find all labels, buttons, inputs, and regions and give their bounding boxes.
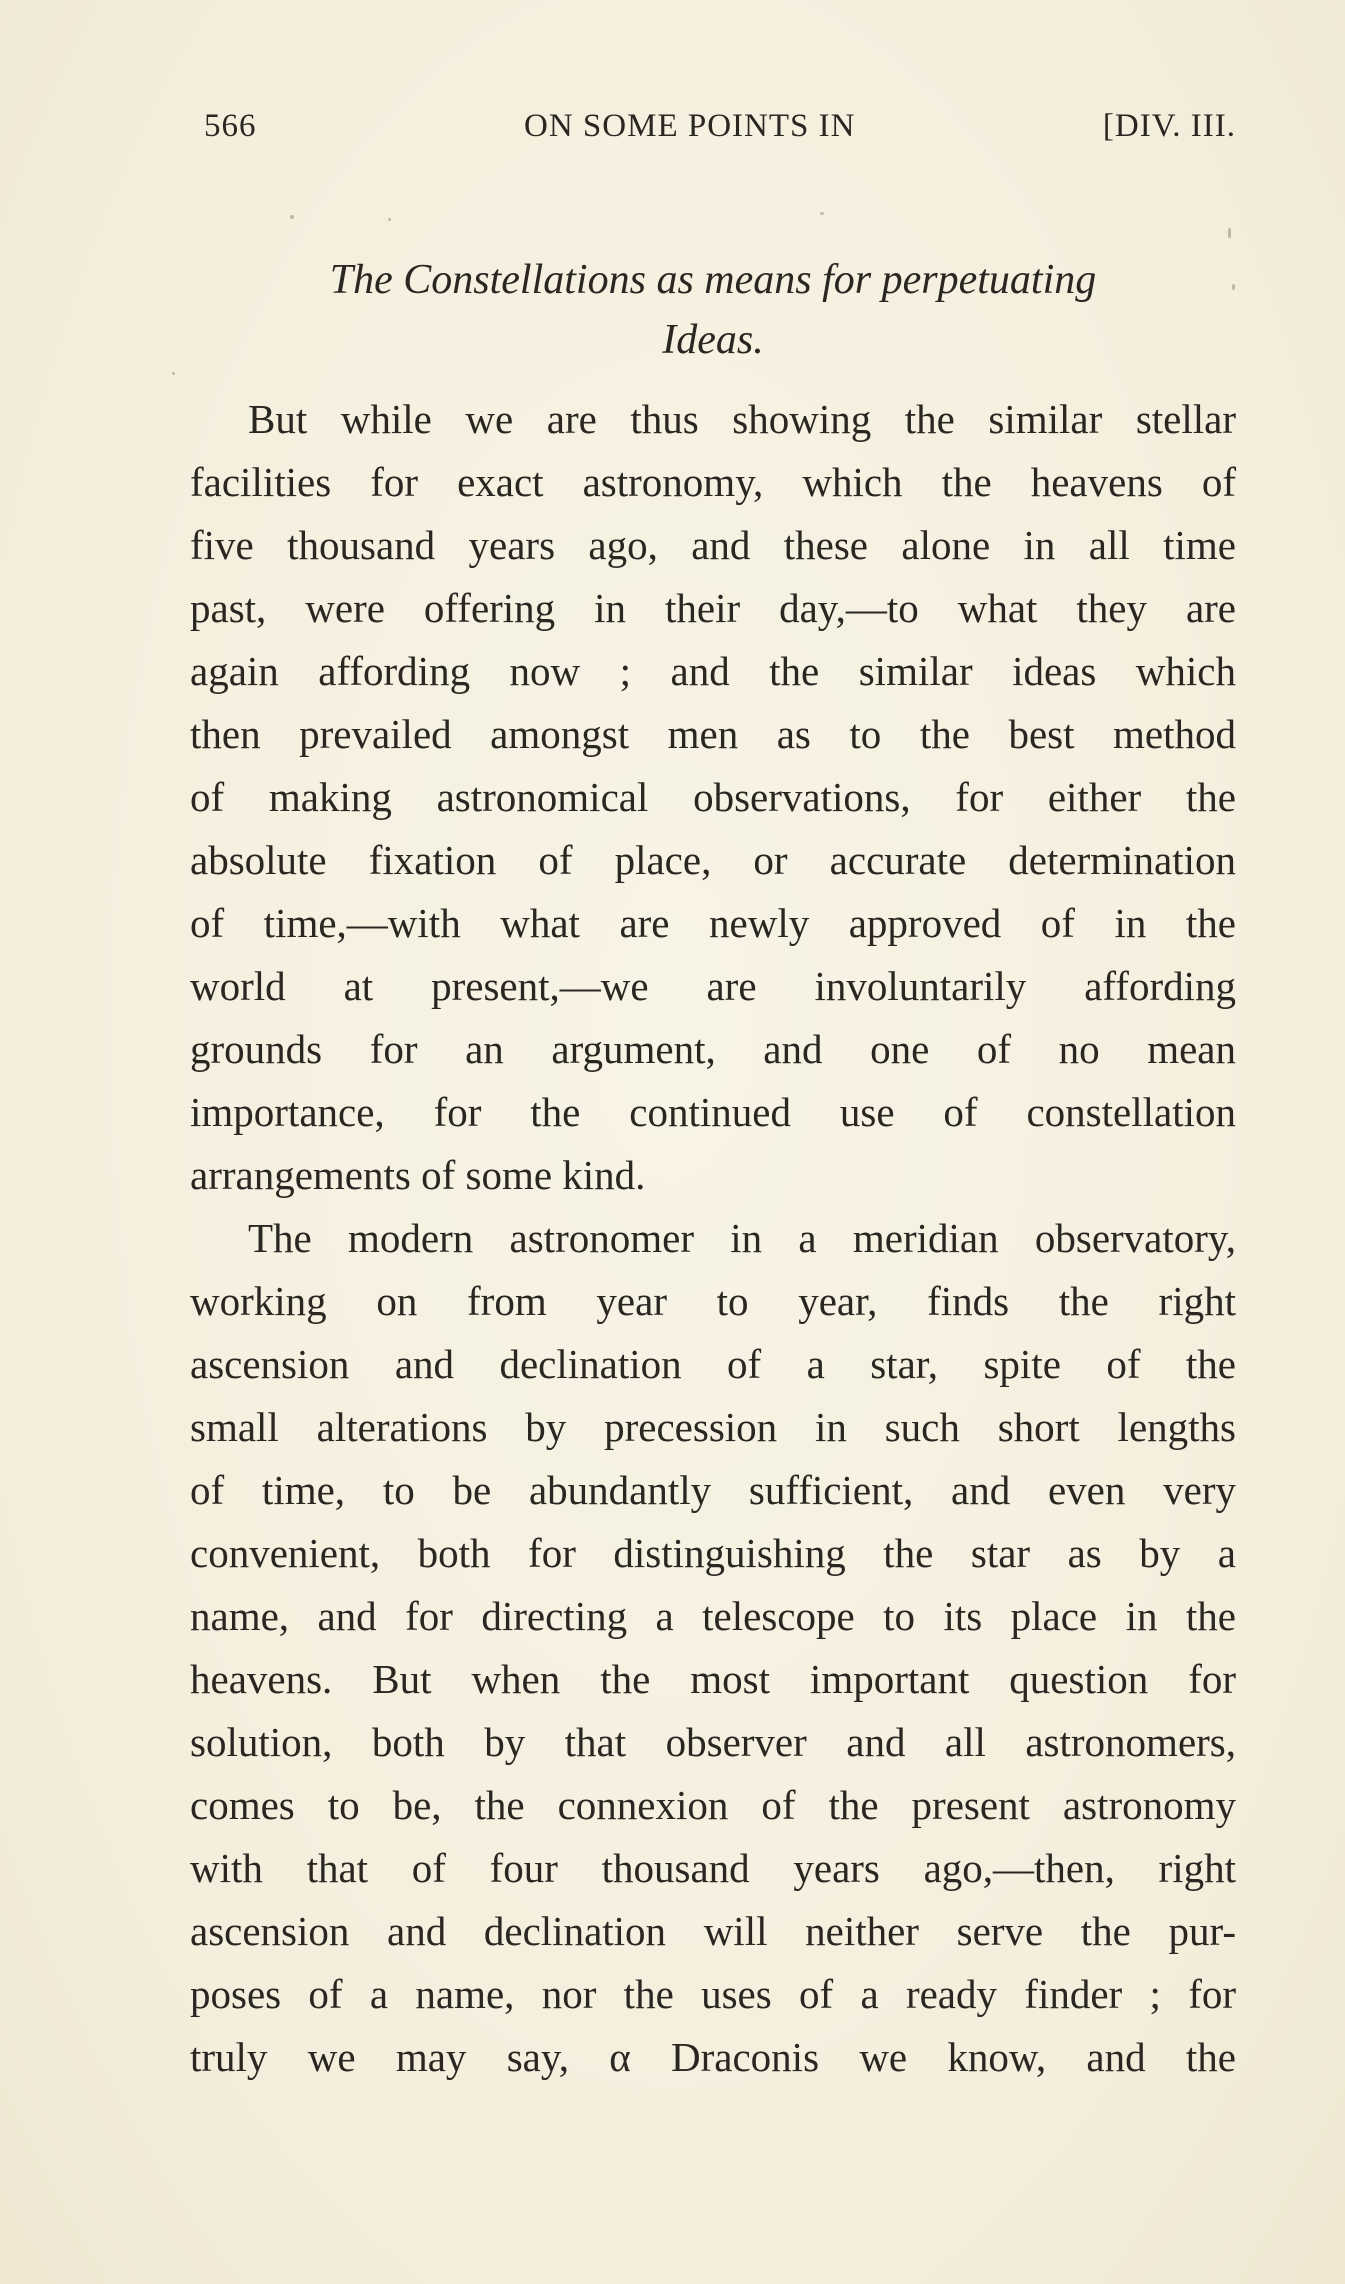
paragraph: [190, 1207, 1236, 2089]
text-line: But while we are thus showing the similar stellar: [248, 396, 1236, 442]
paper-speck: [172, 372, 175, 375]
text-line: comes to be, the connexion of the present astronomy: [190, 1782, 1236, 1828]
text-line: solution, both by that observer and all astronomers,: [190, 1719, 1236, 1765]
text-line: ascension and declination will neither serve the pur-: [190, 1908, 1236, 1954]
text-line: convenient, both for distinguishing the star as by a: [190, 1530, 1236, 1576]
text-line: The modern astronomer in a meridian observatory,: [248, 1215, 1236, 1261]
text-line: of making astronomical observations, for either the: [190, 774, 1236, 820]
text-line: of time, to be abundantly sufficient, and even very: [190, 1467, 1236, 1513]
text-line: heavens. But when the most important question for: [190, 1656, 1236, 1702]
text-line: grounds for an argument, and one of no mean: [190, 1026, 1236, 1072]
paper-speck: [820, 212, 824, 215]
text-line: world at present,—we are involuntarily affording: [190, 963, 1236, 1009]
paper-speck: [1228, 228, 1231, 238]
paragraph: [190, 388, 1236, 1207]
paper-speck: [1232, 284, 1235, 290]
text-line: truly we may say, α Draconis we know, and the: [190, 2034, 1236, 2080]
text-line: arrangements of some kind.: [190, 1152, 646, 1198]
section-heading: [190, 250, 1236, 370]
text-line: small alterations by precession in such short lengths: [190, 1404, 1236, 1450]
text-line: name, and for directing a telescope to its place in the: [190, 1593, 1236, 1639]
text-line: importance, for the continued use of constellation: [190, 1089, 1236, 1135]
text-line: five thousand years ago, and these alone in all time: [190, 522, 1236, 568]
text-line: poses of a name, nor the uses of a ready finder ; for: [190, 1971, 1236, 2017]
text-line: with that of four thousand years ago,—then, right: [190, 1845, 1236, 1891]
division-label: [DIV. III.: [1102, 108, 1236, 144]
paper-speck: [388, 218, 391, 221]
body-text: [190, 388, 1236, 2089]
text-line: past, were offering in their day,—to what they are: [190, 585, 1236, 631]
text-line: of time,—with what are newly approved of in the: [190, 900, 1236, 946]
text-line: then prevailed amongst men as to the best method: [190, 711, 1236, 757]
page-number: 566: [204, 108, 257, 144]
text-line: absolute fixation of place, or accurate determination: [190, 837, 1236, 883]
text-line: ascension and declination of a star, spite of the: [190, 1341, 1236, 1387]
paper-speck: [290, 215, 294, 219]
running-title: ON SOME POINTS IN: [524, 108, 856, 144]
running-head: [204, 108, 1236, 158]
text-line: working on from year to year, finds the right: [190, 1278, 1236, 1324]
section-heading-line: The Constellations as means for perpetuating: [329, 257, 1097, 303]
text-line: again affording now ; and the similar ideas which: [190, 648, 1236, 694]
section-heading-line: Ideas.: [662, 317, 764, 363]
text-line: facilities for exact astronomy, which the heavens of: [190, 459, 1236, 505]
